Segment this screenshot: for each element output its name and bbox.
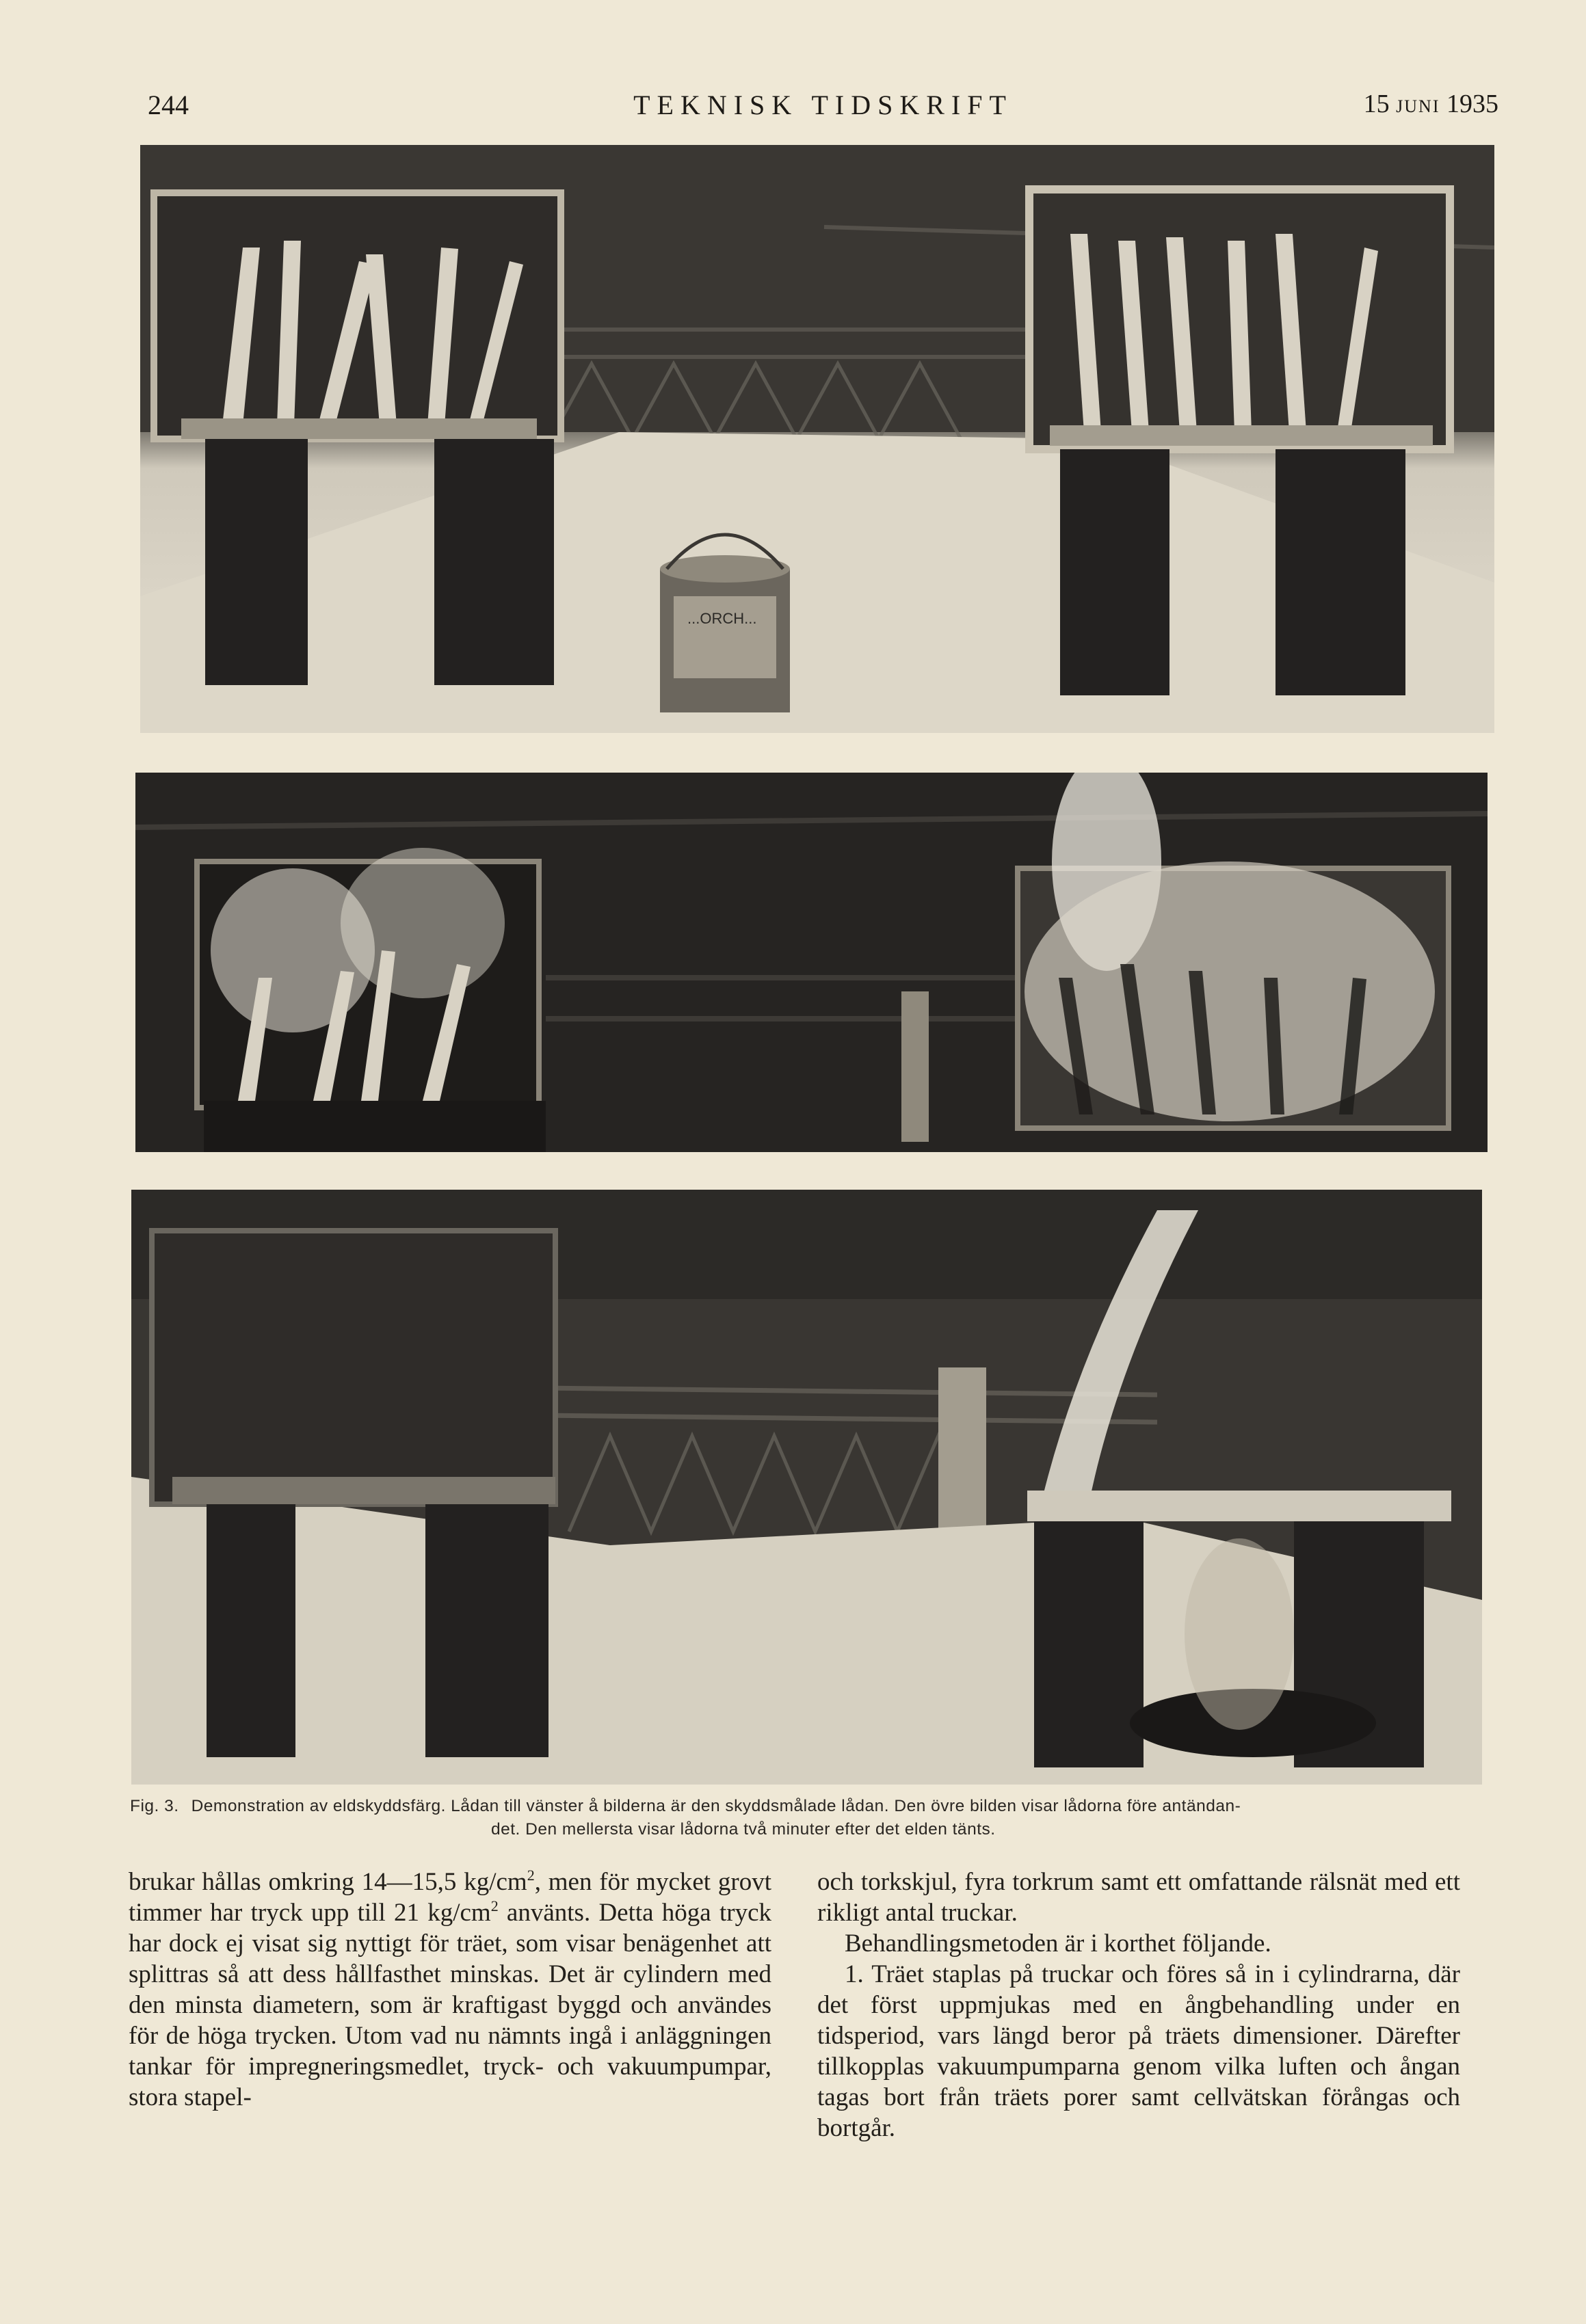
photo-1-image bbox=[140, 145, 1494, 733]
running-header bbox=[148, 89, 1498, 130]
photo-boxes-before-ignition bbox=[140, 145, 1494, 733]
right-paragraph-3: 1. Träet staplas på truckar och föres så in i cylindrarna, där det först uppmjukas med en ångbehandling under en tidsperiod, vars längd beror på träets dimensioner. Därefter tillkopplas vakuumpumparna genom vilka luften och ångan tagas bort från träets porer samt cellvätskan förångas och bortgår. bbox=[817, 1960, 1460, 2142]
body-column-left bbox=[129, 1867, 771, 2113]
superscript-2: 2 bbox=[490, 1897, 499, 1914]
right-paragraph-1: och torkskjul, fyra torkrum samt ett omfattande rälsnät med ett rikligt antal truckar. bbox=[817, 1868, 1460, 1927]
left-text-3: använts. Detta höga tryck har dock ej visat sig nyttigt för träet, som visar benägenhet att splittras så att dess hållfasthet minskas. Det är cylindern med den minsta diametern, som är kraftigast byggd och användes för de höga trycken. Utom vad nu nämnts ingå i anläggningen tankar för impregneringsmedlet, tryck- och vakuumpumpar, stora stapel- bbox=[129, 1899, 771, 2111]
page-number: 244 bbox=[148, 90, 189, 120]
caption-line-1 bbox=[130, 1795, 1477, 1818]
issue-day: 15 bbox=[1363, 90, 1390, 118]
body-column-right bbox=[817, 1867, 1460, 2143]
paint-can-label: ...ORCH... bbox=[687, 610, 757, 627]
photo-2-image bbox=[135, 773, 1488, 1152]
photo-3-image bbox=[131, 1190, 1482, 1785]
photo-boxes-two-minutes-after bbox=[135, 773, 1488, 1152]
photo-boxes-after-fire bbox=[131, 1190, 1482, 1785]
right-paragraph-2: Behandlingsmetoden är i korthet följande. bbox=[845, 1929, 1271, 1958]
figure-caption bbox=[130, 1795, 1477, 1841]
left-paragraph bbox=[129, 1867, 771, 2113]
superscript-1: 2 bbox=[527, 1867, 535, 1884]
caption-text-1: Demonstration av eldskyddsfärg. Lådan till vänster å bilderna är den skyddsmålade lådan. Den övre bilden visar lådorna före antändan- bbox=[191, 1797, 1241, 1815]
caption-line-2: det. Den mellersta visar lådorna två minuter efter det elden tänts. bbox=[491, 1820, 996, 1839]
left-text-1: brukar hållas omkring 14—15,5 kg/cm bbox=[129, 1868, 527, 1896]
caption-figure-number: Fig. 3. bbox=[130, 1797, 179, 1815]
issue-month: JUNI bbox=[1396, 96, 1440, 116]
issue-date bbox=[1364, 89, 1498, 119]
issue-year: 1935 bbox=[1446, 90, 1498, 118]
left-text-2: , men för mycket grovt timmer har tryck upp till 21 kg/cm bbox=[129, 1868, 771, 1927]
journal-title: TEKNISK TIDSKRIFT bbox=[633, 90, 1013, 120]
